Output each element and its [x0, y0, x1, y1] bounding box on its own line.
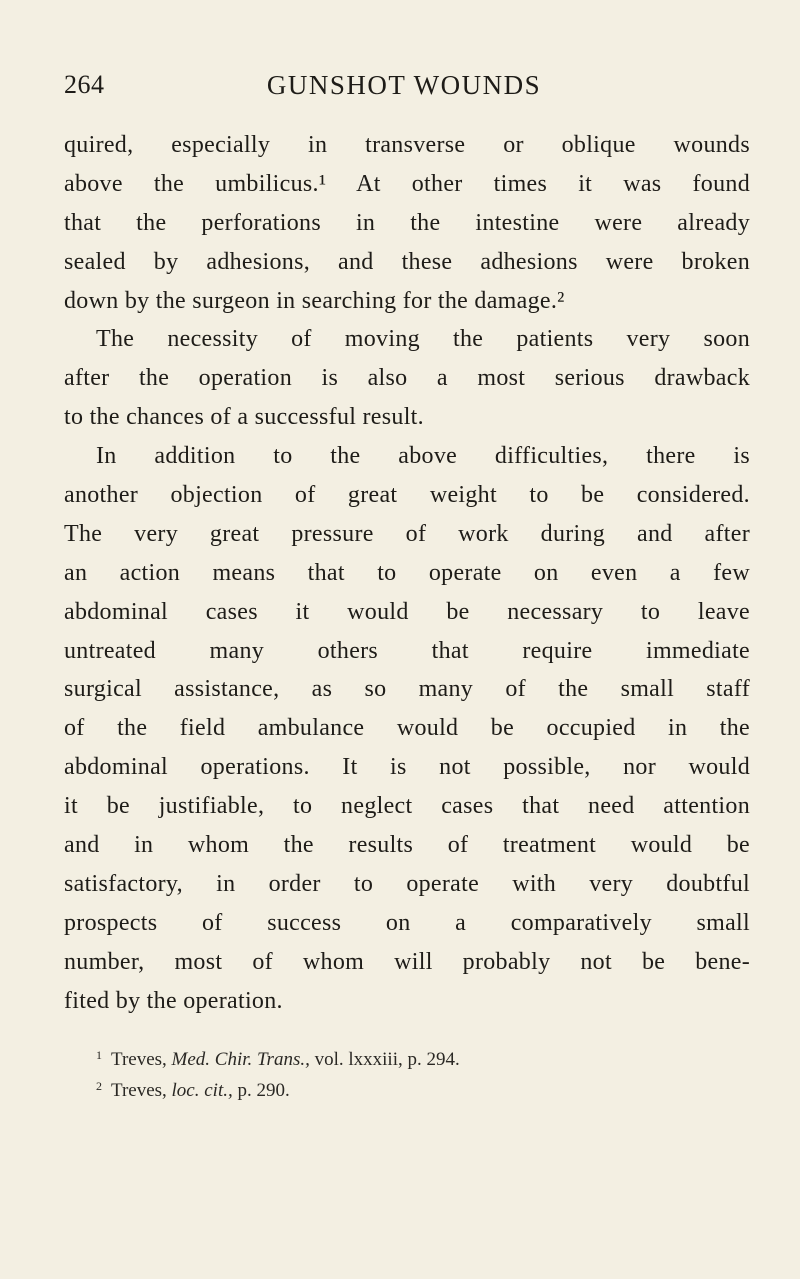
footnote-marker: 2 [96, 1079, 102, 1093]
text-line: number, most of whom will probably not be bene- [64, 948, 750, 975]
footnote-author: Treves, [111, 1049, 167, 1070]
page-header [64, 70, 744, 110]
text-line: abdominal cases it would be necessary to leave [64, 598, 750, 625]
footnote-reference: p. 290. [237, 1080, 290, 1101]
footnote-reference: vol. lxxxiii, p. 294. [314, 1049, 460, 1070]
text-line: surgical assistance, as so many of the small staff [64, 676, 750, 703]
text-line: untreated many others that require immediate [64, 637, 750, 664]
text-line: prospects of success on a comparatively small [64, 909, 750, 936]
text-line: above the umbilicus.¹ At other times it was found [64, 170, 750, 197]
footnote-author: Treves, [111, 1080, 167, 1101]
text-line: The necessity of moving the patients very soon [96, 326, 750, 353]
footnote-journal: loc. cit., [171, 1080, 233, 1101]
footnote-marker: 1 [96, 1048, 102, 1062]
text-line: that the perforations in the intestine were already [64, 209, 750, 236]
text-line: abdominal operations. It is not possible, nor would [64, 754, 750, 781]
text-line: sealed by adhesions, and these adhesions were broken [64, 248, 750, 275]
text-line: In addition to the above difficulties, there is [96, 443, 750, 470]
text-line: fited by the operation. [64, 987, 283, 1014]
text-line: it be justifiable, to neglect cases that need attention [64, 793, 750, 820]
footnote-journal: Med. Chir. Trans., [171, 1049, 310, 1070]
text-line: The very great pressure of work during and after [64, 520, 750, 547]
text-line: quired, especially in transverse or oblique wounds [64, 132, 750, 158]
text-line: down by the surgeon in searching for the damage.² [64, 287, 565, 314]
text-line: after the operation is also a most serious drawback [64, 365, 750, 392]
text-line: and in whom the results of treatment would be [64, 832, 750, 859]
body-text [64, 126, 750, 1020]
text-line: of the field ambulance would be occupied in the [64, 715, 750, 742]
text-line: an action means that to operate on even a few [64, 559, 750, 586]
page-number: 264 [64, 70, 105, 99]
footnote [96, 1073, 736, 1104]
text-line: satisfactory, in order to operate with very doubtful [64, 870, 750, 897]
footnote [96, 1042, 736, 1073]
text-line: another objection of great weight to be considered. [64, 482, 750, 509]
running-title: GUNSHOT WOUNDS [266, 70, 542, 100]
text-line: to the chances of a successful result. [64, 404, 424, 431]
footnotes [96, 1042, 736, 1104]
